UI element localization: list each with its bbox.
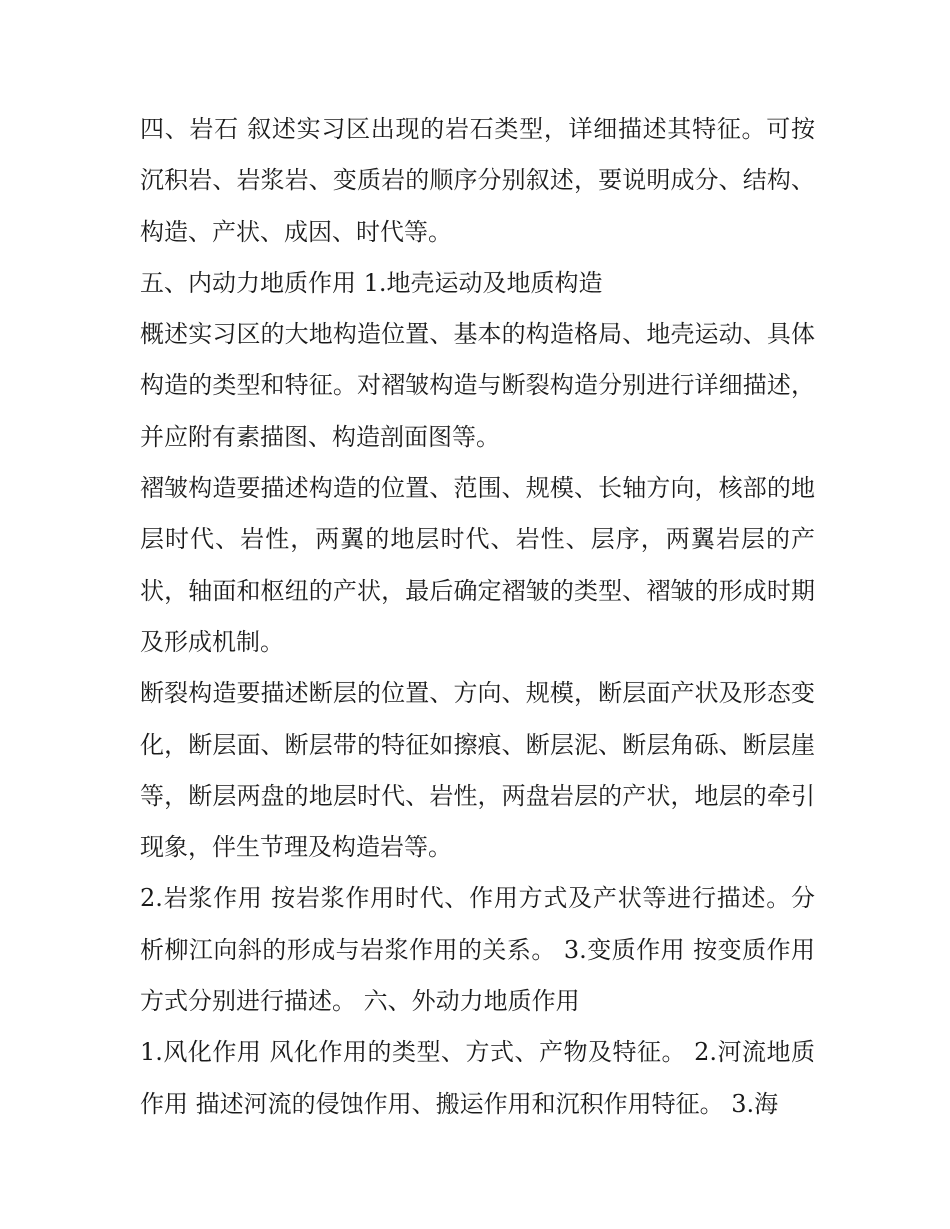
paragraph-fault-structure: 断裂构造要描述断层的位置、方向、规模，断层面产状及形态变化，断层面、断层带的特征如擦痕、断层泥、断层角砾、断层崖等，断层两盘的地层时代、岩性，两盘岩层的产状，地层的牵引现象，伴生节理及构造岩等。	[140, 679, 815, 862]
paragraph-endogenic-heading: 五、内动力地质作用 1.地壳运动及地质构造	[140, 268, 603, 297]
paragraph-fold-structure: 褶皱构造要描述构造的位置、范围、规模、长轴方向，核部的地层时代、岩性，两翼的地层时代、岩性、层序，两翼岩层的产状，轴面和枢纽的产状，最后确定褶皱的类型、褶皱的形成时期及形成机制。	[140, 474, 815, 656]
document-body	[140, 104, 815, 1130]
paragraph-rocks: 四、岩石 叙述实习区出现的岩石类型，详细描述其特征。可按沉积岩、岩浆岩、变质岩的顺序分别叙述，要说明成分、结构、构造、产状、成因、时代等。	[140, 115, 815, 246]
paragraph-exogenic-processes: 1.风化作用 风化作用的类型、方式、产物及特征。 2.河流地质作用 描述河流的侵蚀作用、搬运作用和沉积作用特征。 3.海	[140, 1038, 815, 1118]
paragraph-tectonics-overview: 概述实习区的大地构造位置、基本的构造格局、地壳运动、具体构造的类型和特征。对褶皱构造与断裂构造分别进行详细描述，并应附有素描图、构造剖面图等。	[140, 320, 815, 451]
paragraph-magmatism-metamorphism: 2.岩浆作用 按岩浆作用时代、作用方式及产状等进行描述。分析柳江向斜的形成与岩浆作用的关系。 3.变质作用 按变质作用方式分别进行描述。 六、外动力地质作用	[140, 884, 815, 1016]
